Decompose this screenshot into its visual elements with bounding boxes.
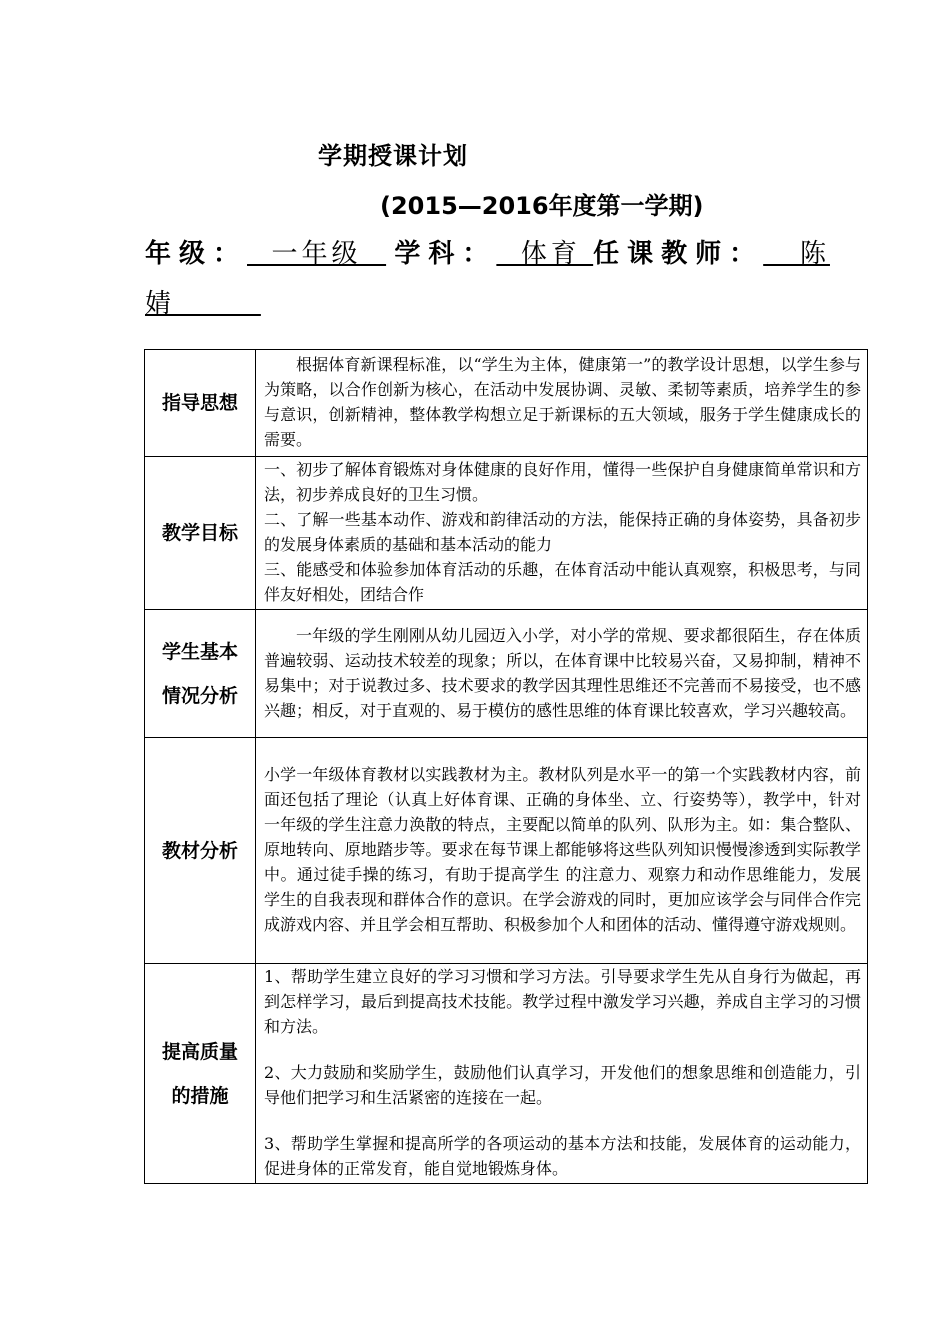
row-header: 指导思想 — [145, 350, 256, 457]
subject-value: 体育 — [496, 239, 594, 269]
row-header: 提高质量 的措施 — [145, 964, 256, 1184]
row-content: 1、帮助学生建立良好的学习习惯和学习方法。引导要求学生先从自身行为做起，再到怎样学习，最后到提高技术技能。教学过程中激发学习兴趣，养成自主学习的习惯和方法。 2、大力鼓励和奖励学生，鼓励他们认真学习，开发他们的想象思维和创造能力，引导他们把学习和生活紧密的连接在一起。 3、帮助学生掌握和提高所学的各项运动的基本方法和技能，发展体育的运动能力，促进身体的正常发育，能自觉地锻炼身体。 — [256, 964, 868, 1184]
row-content: 小学一年级体育教材以实践教材为主。教材队列是水平一的第一个实践教材内容，前面还包括了理论（认真上好体育课、正确的身体坐、立、行姿势等），教学中，针对一年级的学生注意力涣散的特点，主要配以简单的队列、队形为主。如：集合整队、原地转向、原地踏步等。要求在每节课上都能够将这些队列知识慢慢渗透到实际教学中。通过徒手操的练习，有助于提高学生 的注意力、观察力和动作思维能力，发展学生的自我表现和群体合作的意识。在学会游戏的同时，更加应该学会与同伴合作完成游戏内容、并且学会相互帮助、积极参加个人和团体的活动、懂得遵守游戏规则。 — [256, 738, 868, 964]
grade-label: 年级： — [145, 239, 248, 269]
table-row — [145, 964, 868, 1184]
row-content: 根据体育新课程标准，以“学生为主体，健康第一”的教学设计思想，以学生参与为策略，以合作创新为核心，在活动中发展协调、灵敏、柔韧等素质，培养学生的参与意识，创新精神，整体教学构想立足于新课标的五大领域，服务于学生健康成长的需要。 — [256, 350, 868, 457]
table-row — [145, 738, 868, 964]
document-title: 学期授课计划 — [318, 142, 468, 170]
table-row — [145, 350, 868, 457]
subject-label: 学科： — [394, 239, 497, 269]
row-header: 教材分析 — [145, 738, 256, 964]
row-header: 学生基本 情况分析 — [145, 610, 256, 738]
teacher-label: 任课教师： — [593, 239, 764, 269]
document-subtitle: (2015—2016年度第一学期) — [380, 192, 704, 220]
row-content: 一年级的学生刚刚从幼儿园迈入小学，对小学的常规、要求都很陌生，存在体质普遍较弱、运动技术较差的现象；所以，在体育课中比较易兴奋，又易抑制，精神不易集中；对于说教过多、技术要求的教学因其理性思维还不完善而不易接受，也不感兴趣；相反，对于直观的、易于模仿的感性思维的体育课比较喜欢，学习兴趣较高。 — [256, 610, 868, 738]
row-header: 教学目标 — [145, 457, 256, 610]
plan-table — [144, 349, 868, 1184]
grade-value: 一年级 — [247, 239, 387, 269]
teacher-value-continued: 婧 — [145, 289, 261, 319]
row-content: 一、初步了解体育锻炼对身体健康的良好作用，懂得一些保护自身健康简单常识和方法，初步养成良好的卫生习惯。 二、了解一些基本动作、游戏和韵律活动的方法，能保持正确的身体姿势，具备初步的发展身体素质的基础和基本活动的能力 三、能感受和体验参加体育活动的乐趣，在体育活动中能认真观察，积极思考，与同伴友好相处，团结合作 — [256, 457, 868, 610]
teacher-value: 陈 — [763, 239, 830, 269]
table-row — [145, 457, 868, 610]
table-row — [145, 610, 868, 738]
info-line — [145, 230, 950, 319]
